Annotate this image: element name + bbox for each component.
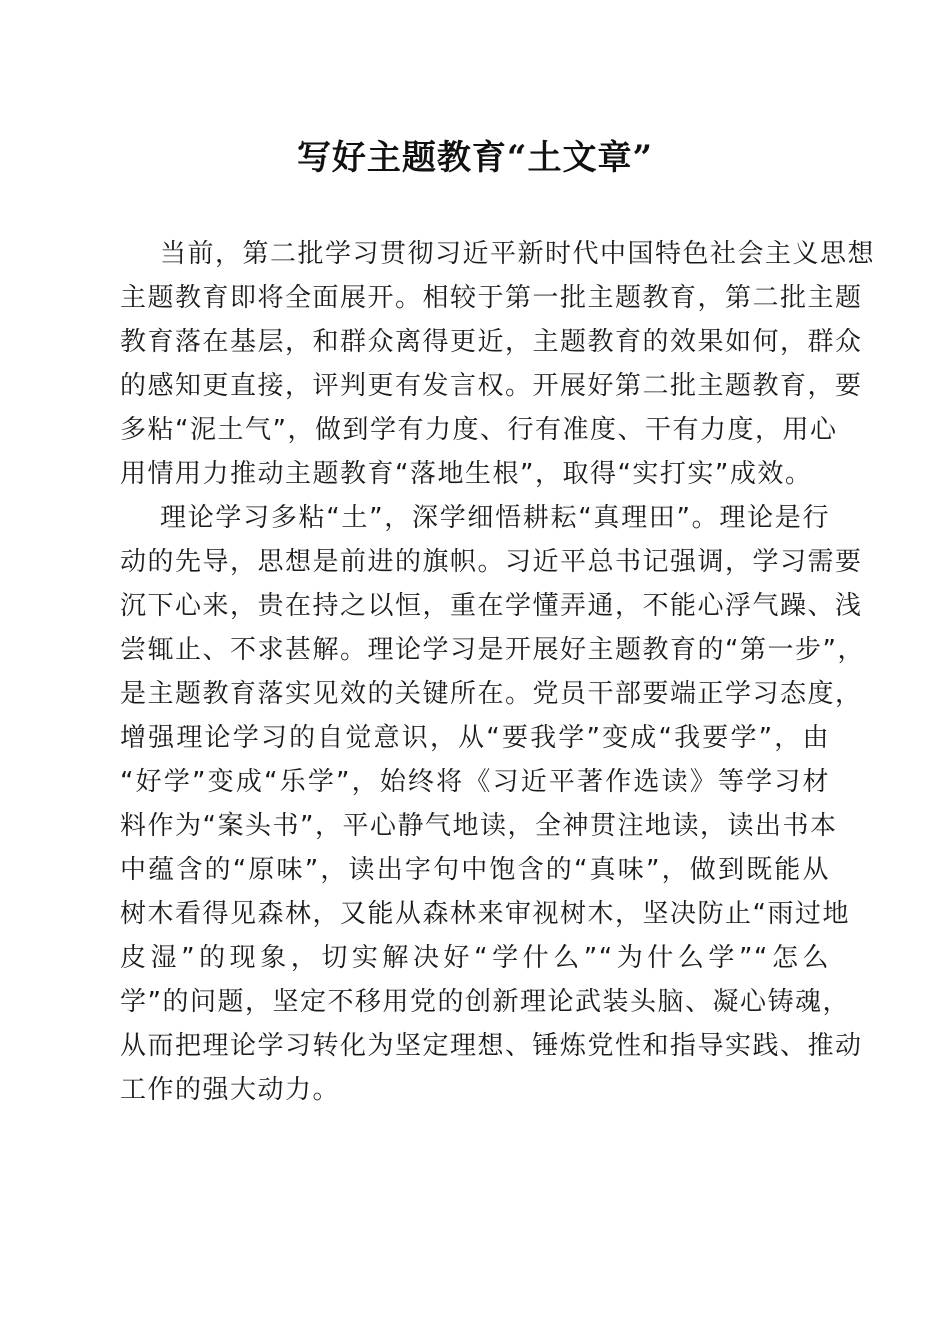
- body-line: 动的先导，思想是前进的旗帜。习近平总书记强调，学习需要: [120, 547, 863, 577]
- document-title: 写好主题教育“土文章”: [296, 138, 654, 178]
- body-line: 用情用力推动主题教育“落地生根”，取得“实打实”成效。: [120, 459, 813, 489]
- body-line: 从而把理论学习转化为坚定理想、锤炼党性和指导实践、推动: [120, 1031, 863, 1061]
- body-line: 料作为“案头书”，平心静气地读，全神贯注地读，读出书本: [120, 811, 838, 841]
- body-line: 树木看得见森林，又能从森林来审视树木，坚决防止“雨过地: [120, 899, 850, 929]
- body-line: 学”的问题，坚定不移用党的创新理论武装头脑、凝心铸魂，: [120, 987, 850, 1017]
- body-line: 尝辄止、不求甚解。理论学习是开展好主题教育的“第一步”，: [120, 635, 865, 665]
- body-line: 增强理论学习的自觉意识，从“要我学”变成“我要学”，由: [120, 723, 830, 753]
- body-line: 是主题教育落实见效的关键所在。党员干部要端正学习态度，: [120, 679, 863, 709]
- body-line: 多粘“泥土气”，做到学有力度、行有准度、干有力度，用心: [120, 415, 838, 445]
- body-line: 皮湿”的现象，切实解决好“学什么”“为什么学”“怎么: [120, 943, 830, 973]
- body-line: 沉下心来，贵在持之以恒，重在学懂弄通，不能心浮气躁、浅: [120, 591, 863, 621]
- body-line: 当前，第二批学习贯彻习近平新时代中国特色社会主义思想: [160, 239, 876, 269]
- body-line: 的感知更直接，评判更有发言权。开展好第二批主题教育，要: [120, 371, 863, 401]
- document-body: [120, 232, 876, 1112]
- body-line: 理论学习多粘“土”，深学细悟耕耘“真理田”。理论是行: [160, 503, 830, 533]
- body-line: “好学”变成“乐学”，始终将《习近平著作选读》等学习材: [120, 767, 830, 797]
- body-line: 主题教育即将全面展开。相较于第一批主题教育，第二批主题: [120, 283, 863, 313]
- body-line: 中蕴含的“原味”，读出字句中饱含的“真味”，做到既能从: [120, 855, 830, 885]
- body-line: 教育落在基层，和群众离得更近，主题教育的效果如何，群众: [120, 327, 863, 357]
- body-line: 工作的强大动力。: [120, 1075, 341, 1105]
